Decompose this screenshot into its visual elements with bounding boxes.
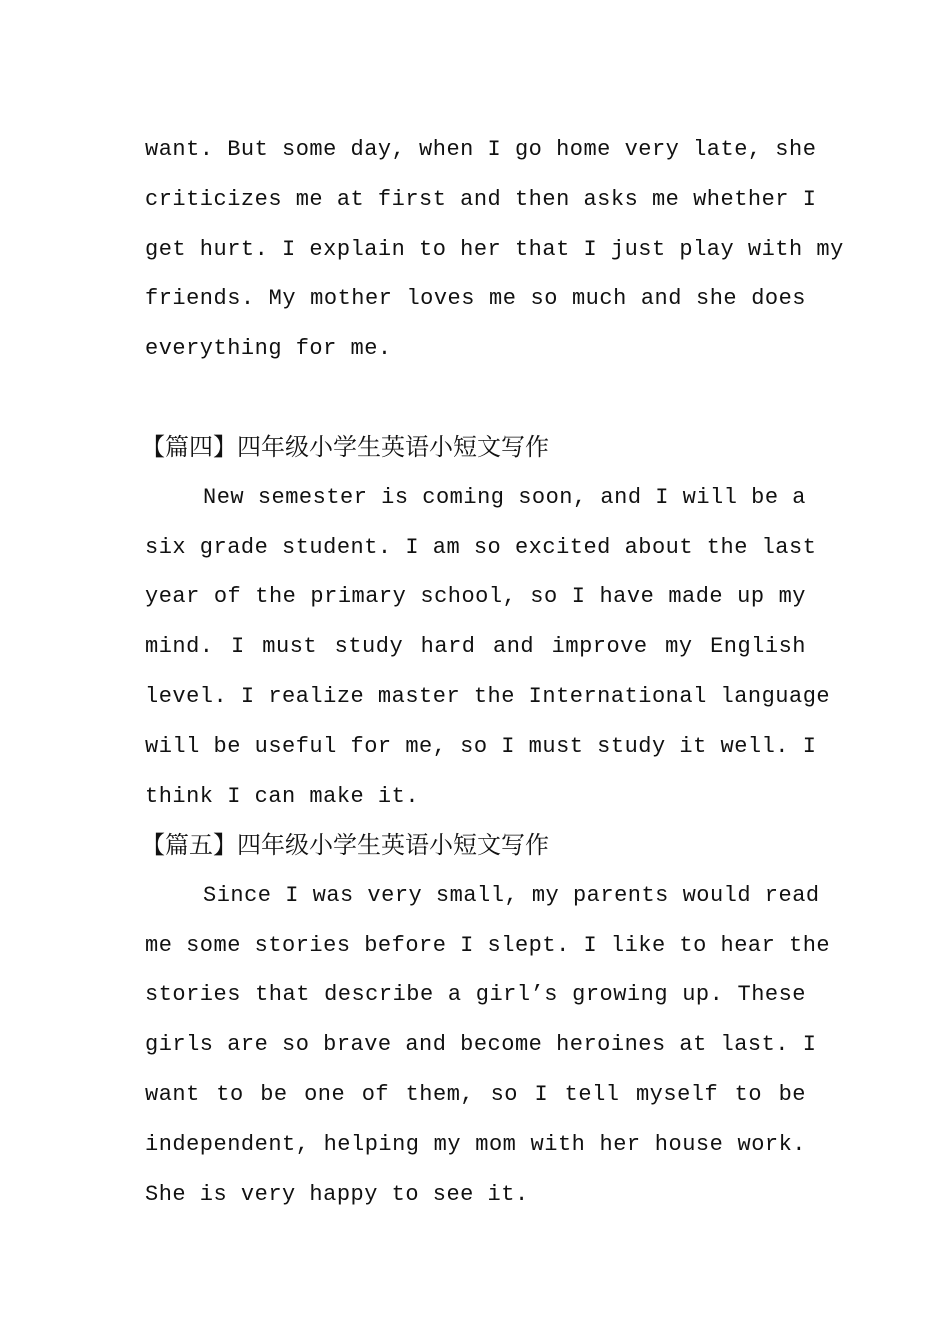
paragraph-line: six grade student. I am so excited about the last bbox=[145, 534, 817, 560]
paragraph-line: independent, helping my mom with her house work. bbox=[145, 1131, 806, 1157]
paragraph-line: New semester is coming soon, and I will be a bbox=[203, 484, 806, 510]
paragraph-line: everything for me. bbox=[145, 336, 392, 362]
paragraph-line: year of the primary school, so I have made up my bbox=[145, 584, 806, 610]
paragraph-line: stories that describe a girl’s growing up. These bbox=[145, 982, 806, 1008]
paragraph-line: level. I realize master the International language bbox=[145, 683, 831, 709]
section-5-heading: 【篇五】四年级小学生英语小短文写作 bbox=[141, 831, 549, 859]
paragraph-line: criticizes me at first and then asks me whether I bbox=[145, 186, 817, 212]
paragraph-line: me some stories before I slept. I like to hear the bbox=[145, 932, 831, 958]
section-5 bbox=[141, 821, 831, 1219]
paragraph-line: mind. I must study hard and improve my English bbox=[145, 634, 806, 660]
paragraph-line: want to be one of them, so I tell myself to be bbox=[145, 1081, 806, 1107]
section-4-heading: 【篇四】四年级小学生英语小短文写作 bbox=[141, 433, 549, 461]
paragraph-line: girls are so brave and become heroines at last. I bbox=[145, 1032, 817, 1058]
paragraph-line: think I can make it. bbox=[145, 783, 420, 809]
paragraph-line: She is very happy to see it. bbox=[145, 1181, 529, 1207]
paragraph-line: will be useful for me, so I must study it well. I bbox=[145, 733, 817, 759]
section-3-paragraph bbox=[145, 125, 844, 374]
section-4 bbox=[141, 423, 831, 821]
paragraph-line: Since I was very small, my parents would read bbox=[203, 882, 820, 908]
paragraph-line: friends. My mother loves me so much and she does bbox=[145, 286, 806, 312]
paragraph-line: get hurt. I explain to her that I just play with my bbox=[145, 236, 844, 262]
paragraph-line: want. But some day, when I go home very late, she bbox=[145, 137, 817, 162]
